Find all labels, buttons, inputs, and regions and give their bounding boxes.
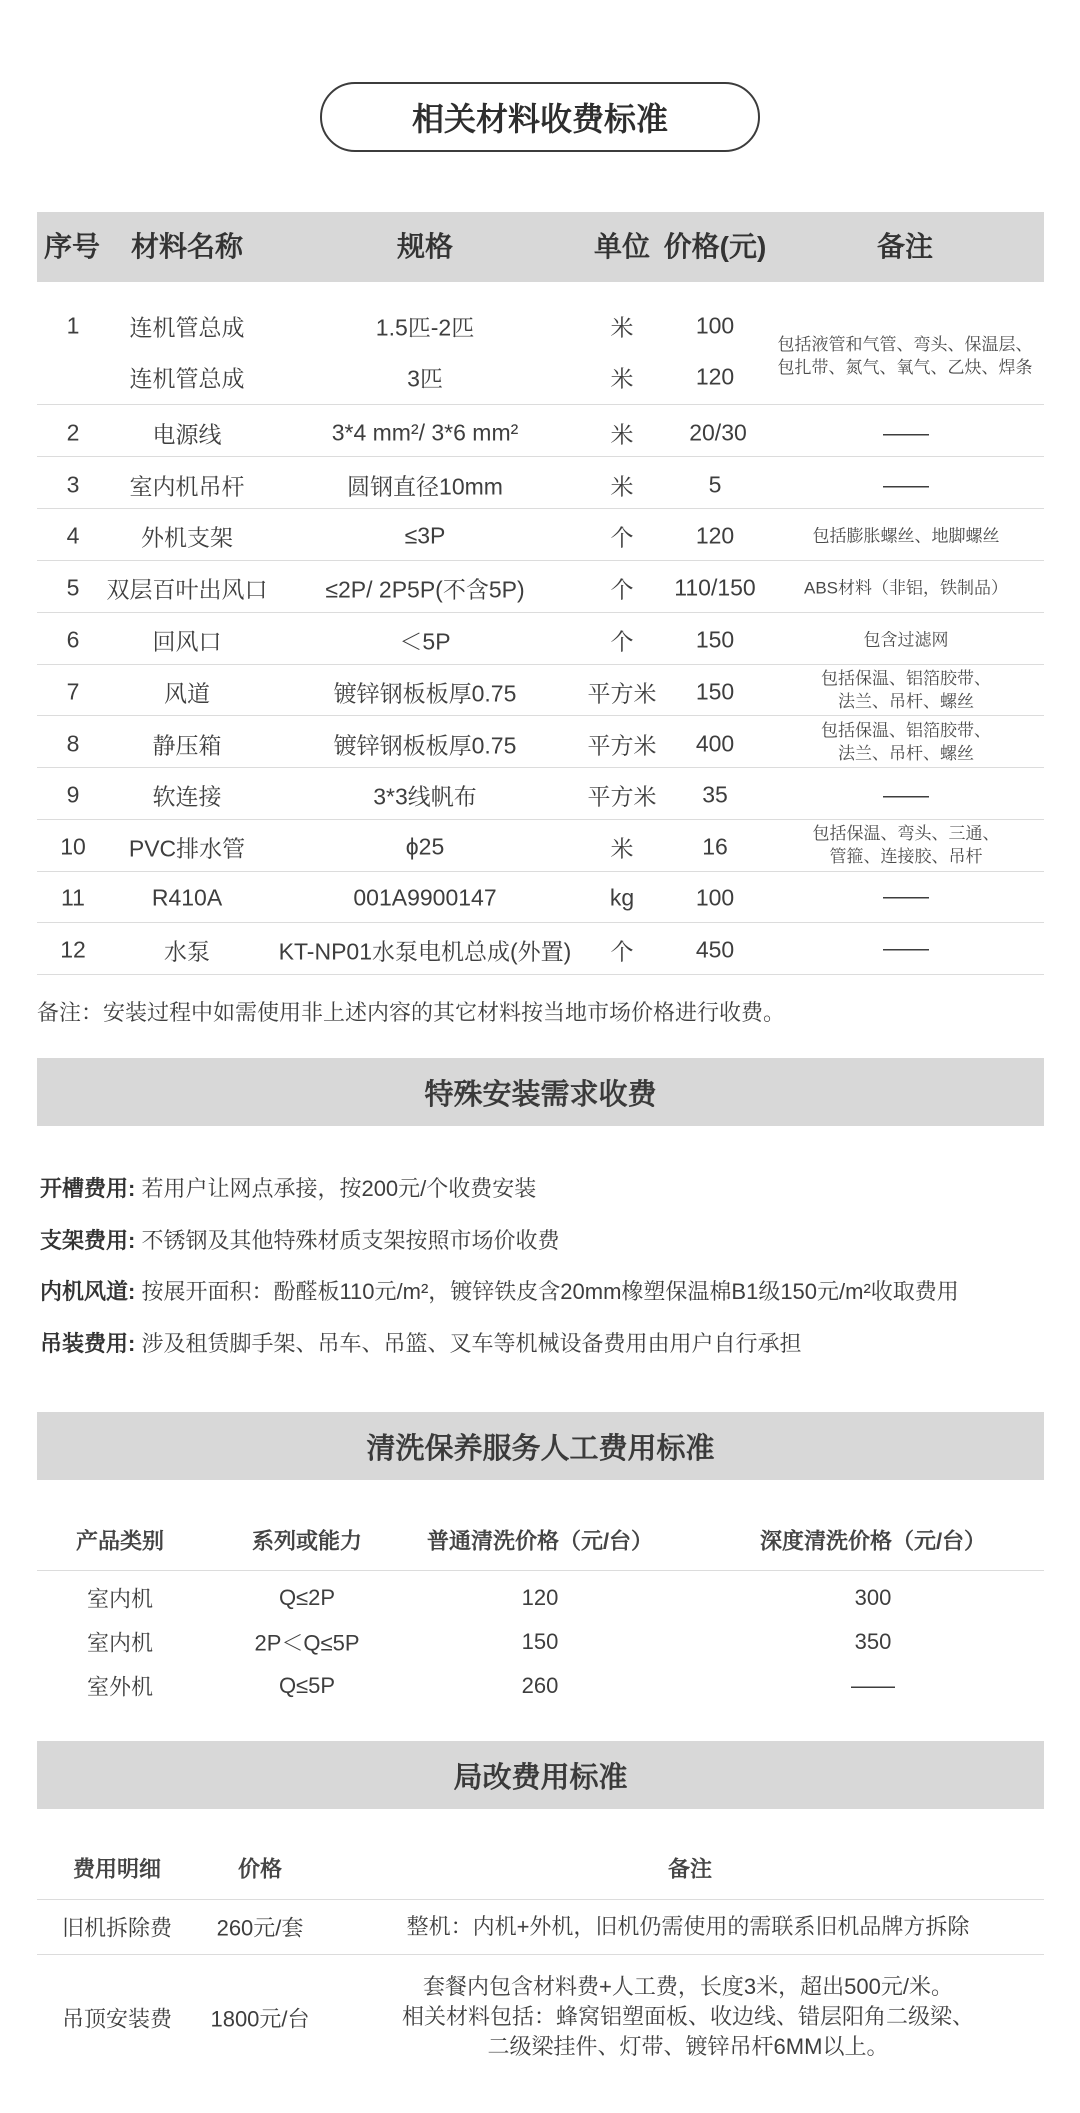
row-name: 回风口	[152, 628, 222, 655]
divider	[37, 871, 1044, 872]
row-note-line: 包扎带、氮气、氧气、乙炔、焊条	[777, 358, 1033, 377]
cleaning-header: 普通清洗价格（元/台）	[426, 1528, 654, 1554]
reform-note-line: 套餐内包含材料费+人工费，长度3米，超出500元/米。	[423, 1974, 953, 1999]
header-price: 价格(元)	[663, 231, 767, 262]
row-unit: 个	[610, 938, 634, 965]
reform-note	[407, 1912, 970, 1942]
fee-label: 吊装费用:	[40, 1331, 136, 1356]
row-name: 连机管总成	[129, 314, 245, 341]
materials-remark: 备注：安装过程中如需使用非上述内容的其它材料按当地市场价格进行收费。	[37, 1000, 786, 1025]
row-note: ——	[883, 781, 929, 808]
divider	[37, 456, 1044, 457]
cleaning-cell: Q≤5P	[278, 1673, 336, 1698]
special-fee-item	[40, 1327, 801, 1358]
row-note	[813, 822, 1000, 868]
special-fee-item	[40, 1224, 559, 1255]
row-note: ——	[883, 882, 929, 909]
row-note-line: 包括保温、铝箔胶带、	[821, 669, 991, 688]
row-unit: 个	[610, 576, 634, 603]
row-note: ——	[883, 471, 929, 498]
row-no: 11	[61, 884, 85, 911]
row-name: 水泵	[164, 938, 210, 965]
row-unit: 平方米	[587, 680, 657, 707]
row-price: 400	[695, 730, 735, 757]
row-no: 3	[66, 471, 80, 498]
cleaning-cell: 350	[854, 1629, 892, 1654]
reform-note-line: 相关材料包括：蜂窝铝塑面板、收边线、错层阳角二级梁、	[401, 2004, 975, 2029]
fee-text: 不锈钢及其他特殊材质支架按照市场价收费	[141, 1228, 560, 1253]
special-fee-item	[40, 1172, 536, 1203]
row-unit: 平方米	[587, 732, 657, 759]
divider	[37, 508, 1044, 509]
fee-text: 按展开面积：酚醛板110元/m²，镀锌铁皮含20mm橡塑保温棉B1级150元/m²收取费用	[141, 1279, 959, 1304]
cleaning-cell: 150	[521, 1629, 559, 1654]
cleaning-cell: 室外机	[86, 1674, 154, 1700]
row-price: 20/30	[689, 419, 747, 446]
divider	[37, 819, 1044, 820]
cleaning-header: 深度清洗价格（元/台）	[759, 1528, 987, 1554]
reform-item: 吊顶安装费	[61, 2006, 173, 2032]
row-no: 8	[66, 730, 80, 757]
header-spec: 规格	[396, 231, 454, 262]
reform-price: 260元/套	[216, 1915, 304, 1941]
row-price: 5	[708, 471, 722, 498]
row-name: R410A	[151, 884, 223, 911]
row-unit: 平方米	[587, 783, 657, 810]
row-spec: ≤2P/ 2P5P(不含5P)	[325, 576, 525, 603]
row-unit: 个	[610, 524, 634, 551]
row-note	[778, 333, 1033, 379]
row-unit: 米	[610, 421, 634, 448]
reform-item: 旧机拆除费	[61, 1915, 173, 1941]
header-no: 序号	[43, 231, 101, 262]
reform-header: 备注	[667, 1856, 713, 1882]
row-price: 16	[702, 833, 728, 860]
cleaning-cell: 260	[521, 1673, 559, 1698]
row-price: 100	[695, 312, 735, 339]
divider	[37, 404, 1044, 405]
fee-label: 开槽费用:	[40, 1176, 136, 1201]
cleaning-header: 产品类别	[75, 1528, 165, 1554]
divider	[37, 1954, 1044, 1955]
row-note: ——	[883, 419, 929, 446]
row-name: 外机支架	[141, 524, 233, 551]
divider	[37, 974, 1044, 975]
row-price: 450	[695, 936, 735, 963]
row-price: 150	[695, 678, 735, 705]
divider	[37, 767, 1044, 768]
row-no: 2	[66, 419, 80, 446]
cleaning-cell: 室内机	[86, 1630, 154, 1656]
divider	[37, 1570, 1044, 1571]
row-price: 120	[695, 363, 735, 390]
row-spec: 镀锌钢板板厚0.75	[333, 732, 517, 759]
fee-label: 内机风道:	[40, 1279, 136, 1304]
row-spec: 3匹	[407, 365, 443, 392]
reform-price: 1800元/台	[210, 2006, 310, 2032]
row-no: 4	[66, 522, 80, 549]
row-name: 风道	[164, 680, 210, 707]
row-note: 包含过滤网	[863, 630, 949, 650]
divider	[37, 922, 1044, 923]
cleaning-cell: Q≤2P	[278, 1585, 336, 1610]
row-spec: 001A9900147	[353, 884, 497, 911]
row-no: 12	[60, 936, 86, 963]
row-spec: KT-NP01水泵电机总成(外置)	[278, 938, 572, 965]
cleaning-cell: 2P＜Q≤5P	[254, 1630, 360, 1656]
divider	[37, 612, 1044, 613]
row-no: 5	[66, 574, 80, 601]
row-price: 150	[695, 626, 735, 653]
header-unit: 单位	[593, 231, 651, 262]
row-note-line: 法兰、吊杆、螺丝	[838, 692, 974, 711]
row-no: 10	[60, 833, 86, 860]
row-no: 1	[66, 312, 80, 339]
row-no: 6	[66, 626, 80, 653]
row-unit: 米	[610, 314, 634, 341]
row-price: 100	[695, 884, 735, 911]
row-unit: kg	[609, 884, 635, 911]
special-section-title: 特殊安装需求收费	[37, 1058, 1044, 1126]
row-name: 连机管总成	[129, 365, 245, 392]
row-name: PVC排水管	[128, 835, 246, 862]
row-note-line: 管箍、连接胶、吊杆	[829, 847, 983, 866]
reform-note-line: 整机：内机+外机，旧机仍需使用的需联系旧机品牌方拆除	[406, 1914, 970, 1939]
row-note	[821, 719, 991, 765]
row-note-line: 包括液管和气管、弯头、保温层、	[777, 335, 1033, 354]
materials-table-header	[37, 212, 1044, 282]
divider	[37, 664, 1044, 665]
row-spec: 1.5匹-2匹	[375, 314, 475, 341]
row-note-line: 法兰、吊杆、螺丝	[838, 744, 974, 763]
row-name: 电源线	[152, 421, 222, 448]
row-price: 120	[695, 522, 735, 549]
row-price: 35	[702, 781, 728, 808]
fee-text: 涉及租赁脚手架、吊车、吊篮、叉车等机械设备费用由用户自行承担	[141, 1331, 802, 1356]
reform-note	[402, 1972, 974, 2062]
row-no: 7	[66, 678, 80, 705]
cleaning-cell: ——	[851, 1673, 895, 1698]
divider	[37, 715, 1044, 716]
row-note-line: 包括保温、弯头、三通、	[812, 824, 1000, 843]
row-spec: ≤3P	[404, 522, 446, 549]
reform-header: 价格	[237, 1856, 283, 1882]
row-name: 静压箱	[152, 732, 222, 759]
row-name: 室内机吊杆	[129, 473, 245, 500]
row-note: 包括膨胀螺丝、地脚螺丝	[812, 526, 1000, 546]
row-unit: 米	[610, 473, 634, 500]
page-title: 相关材料收费标准	[320, 82, 760, 152]
row-note: ——	[883, 934, 929, 961]
row-no: 9	[66, 781, 80, 808]
row-unit: 米	[610, 835, 634, 862]
cleaning-header: 系列或能力	[251, 1528, 363, 1554]
cleaning-cell: 120	[521, 1585, 559, 1610]
row-unit: 米	[610, 365, 634, 392]
reform-note-line: 二级梁挂件、灯带、镀锌吊杆6MM以上。	[487, 2034, 889, 2059]
header-name: 材料名称	[130, 231, 244, 262]
row-price: 110/150	[674, 574, 756, 601]
divider	[37, 560, 1044, 561]
row-unit: 个	[610, 628, 634, 655]
row-note-line: 包括保温、铝箔胶带、	[821, 721, 991, 740]
row-spec: 3*3线帆布	[373, 783, 477, 810]
row-note: ABS材料（非铝，铁制品）	[803, 578, 1009, 598]
row-spec: 3*4 mm²/ 3*6 mm²	[331, 419, 519, 446]
reform-header: 费用明细	[72, 1856, 162, 1882]
cleaning-section-title: 清洗保养服务人工费用标准	[37, 1412, 1044, 1480]
reform-section-title: 局改费用标准	[37, 1741, 1044, 1809]
fee-label: 支架费用:	[40, 1228, 136, 1253]
row-note	[821, 667, 991, 713]
row-spec: 镀锌钢板板厚0.75	[333, 680, 517, 707]
fee-text: 若用户让网点承接，按200元/个收费安装	[141, 1176, 537, 1201]
special-fee-item	[40, 1275, 959, 1306]
divider	[37, 1899, 1044, 1900]
cleaning-cell: 室内机	[86, 1586, 154, 1612]
row-spec: ϕ25	[405, 833, 445, 860]
header-note: 备注	[876, 231, 934, 262]
cleaning-cell: 300	[854, 1585, 892, 1610]
row-name: 双层百叶出风口	[106, 576, 268, 603]
row-spec: 圆钢直径10mm	[347, 473, 503, 500]
row-spec: ＜5P	[399, 628, 451, 655]
row-name: 软连接	[152, 783, 222, 810]
